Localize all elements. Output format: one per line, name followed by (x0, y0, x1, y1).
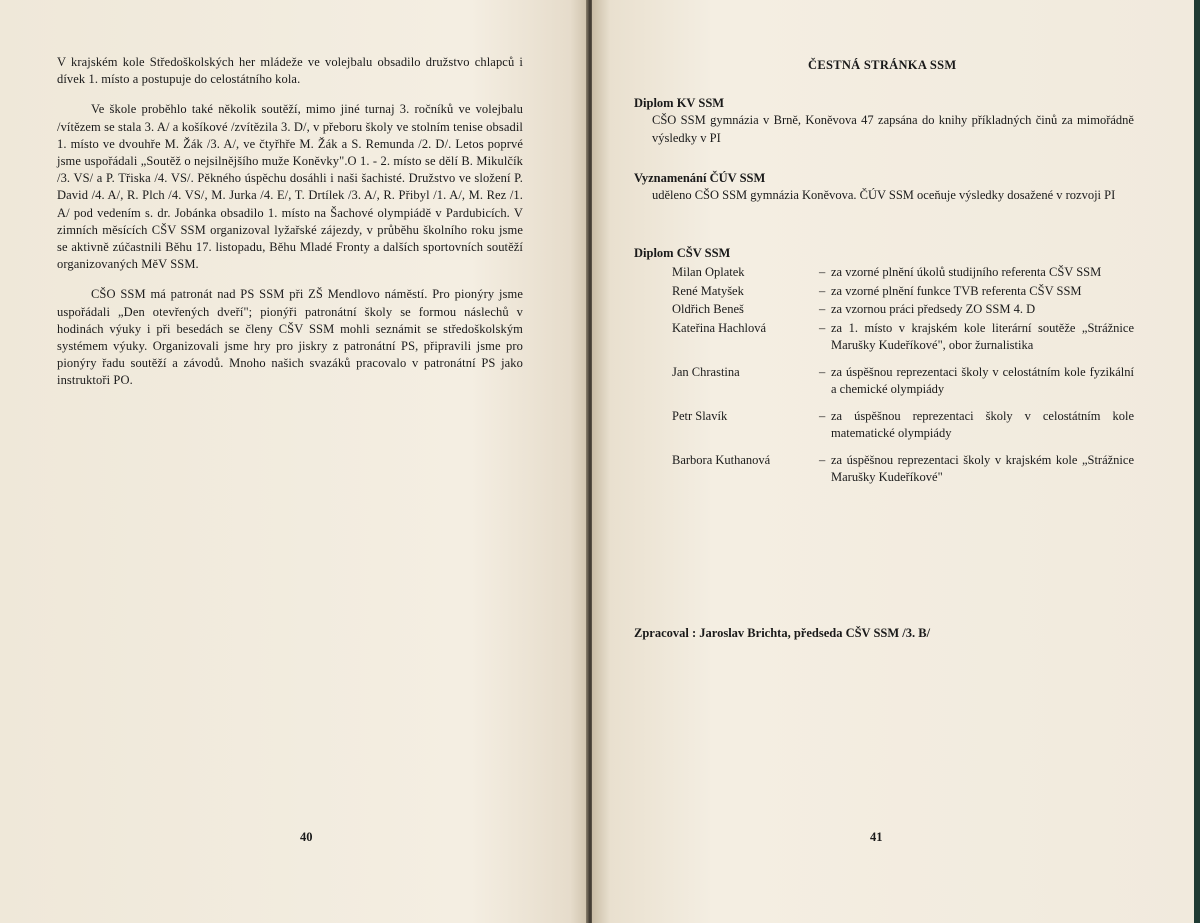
award-name: René Matyšek (672, 283, 744, 298)
award-name: Oldřich Beneš (672, 302, 744, 316)
award-reason: za úspěšnou reprezentaci školy v krajském kole „Strážnice Marušky Kudeříkové" (831, 452, 1134, 484)
section-heading: Vyznamenání ČÚV SSM (634, 171, 766, 185)
award-reason: za úspěšnou reprezentaci školy v celostátním kole fyzikální a chemické olympiády (831, 364, 1134, 396)
left-page-body (57, 54, 523, 390)
list-item (672, 264, 1134, 282)
section-heading: Diplom CŠV SSM (634, 246, 731, 260)
paragraph-patronage: CŠO SSM má patronát nad PS SSM při ZŠ Mendlovo náměstí. Pro pionýry jsme uspořádali „Den otevřených dveří"; pionýři patronátní školy se formou náslechů v hodinách výuky i při besedách se členy CŠV SSM mohli seznámit se středoškolským systémem výuky. Organizovali jsme hry pro jiskry z patronátní PS, připravili jsme pro pionýry řadu soutěží a závodů. Mnoho našich svazáků pracovalo v patronátní PS jako instruktoři PO. (57, 287, 523, 388)
award-dash: – (819, 452, 826, 467)
section-diplom-csv (634, 245, 1134, 487)
list-item (672, 452, 1134, 487)
list-item (672, 301, 1134, 319)
award-reason: za úspěšnou reprezentaci školy v celostátním kole matematické olympiády (831, 408, 1134, 440)
section-vyznamenani (634, 170, 1134, 205)
list-item (672, 320, 1134, 355)
right-edge (1194, 0, 1200, 923)
award-reason: za vzorné plnění úkolů studijního referenta CŠV SSM (831, 265, 1102, 279)
award-dash: – (819, 408, 826, 423)
page-title: ČESTNÁ STRÁNKA SSM (808, 58, 957, 72)
award-reason: za 1. místo v krajském kole literární soutěže „Strážnice Marušky Kudeříkové", obor žurnalistika (831, 320, 1134, 352)
paragraph-volleyball: V krajském kole Středoškolských her mládeže ve volejbalu obsadilo družstvo chlapců i dívek 1. místo a postupuje do celostátního kola. (57, 55, 523, 87)
award-list (634, 264, 1134, 487)
list-item (672, 408, 1134, 443)
right-page (592, 0, 1200, 923)
page-number-right: 41 (870, 830, 883, 844)
award-dash: – (819, 302, 826, 316)
award-reason: za vzornou práci předsedy ZO SSM 4. D (831, 302, 1036, 316)
prepared-by: Zpracoval : Jaroslav Brichta, předseda CŠV SSM /3. B/ (634, 626, 931, 640)
award-reason: za vzorné plnění funkce TVB referenta CŠV SSM (831, 283, 1082, 298)
award-name: Kateřina Hachlová (672, 320, 767, 335)
list-item (672, 283, 1134, 301)
section-text: CŠO SSM gymnázia v Brně, Koněvova 47 zapsána do knihy příkladných činů za mimořádně výsledky v PI (652, 113, 1134, 145)
section-text: uděleno CŠO SSM gymnázia Koněvova. ČÚV SSM oceňuje výsledky dosažené v rozvoji PI (652, 188, 1116, 202)
award-name: Jan Chrastina (672, 364, 740, 379)
page-number-left: 40 (300, 830, 313, 844)
section-heading: Diplom KV SSM (634, 96, 725, 110)
award-name: Milan Oplatek (672, 265, 745, 279)
list-item (672, 364, 1134, 399)
paragraph-competitions: Ve škole proběhlo také několik soutěží, mimo jiné turnaj 3. ročníků ve volejbalu /vítězem se stala 3. A/ a košíkové /zvítězila 3. D/, v přeboru školy ve stolním tenise obsadil 1. místo ve dvouhře M. Žák /3. A/, ve čtyřhře M. Žák a S. Remunda /2. D/. Letos poprvé jsme uspořádali „Soutěž o nejsilnějšího muže Koněvky".O 1. - 2. místo se dělí B. Mikulčík /3. VS/ a P. Třiska /4. VS/. Pěkného úspěchu dosáhli i naši šachisté. Družstvo ve složení P. David /4. A/, R. Plch /4. VS/, M. Jurka /4. E/, T. Drtílek /3. A/, R. Přibyl /1. A/, M. Rez /1. A/ pod vedením s. dr. Jobánka obsadilo 1. místo na Šachové olympiádě v Pardubicích. V zimních měsících CŠV SSM organizoval lyžařské zájezdy, v průběhu školního roku jsme se aktivně zúčastnili Běhu 17. listopadu, Běhu Mladé Fronty a dalších sportovních soutěží organizovaných MěV SSM. (57, 102, 523, 272)
award-name: Barbora Kuthanová (672, 452, 771, 467)
left-page (0, 0, 588, 923)
section-diplom-kv (634, 95, 1134, 147)
award-dash: – (819, 364, 826, 379)
award-dash: – (819, 283, 826, 298)
award-dash: – (819, 265, 826, 279)
award-name: Petr Slavík (672, 408, 728, 423)
award-dash: – (819, 320, 826, 335)
